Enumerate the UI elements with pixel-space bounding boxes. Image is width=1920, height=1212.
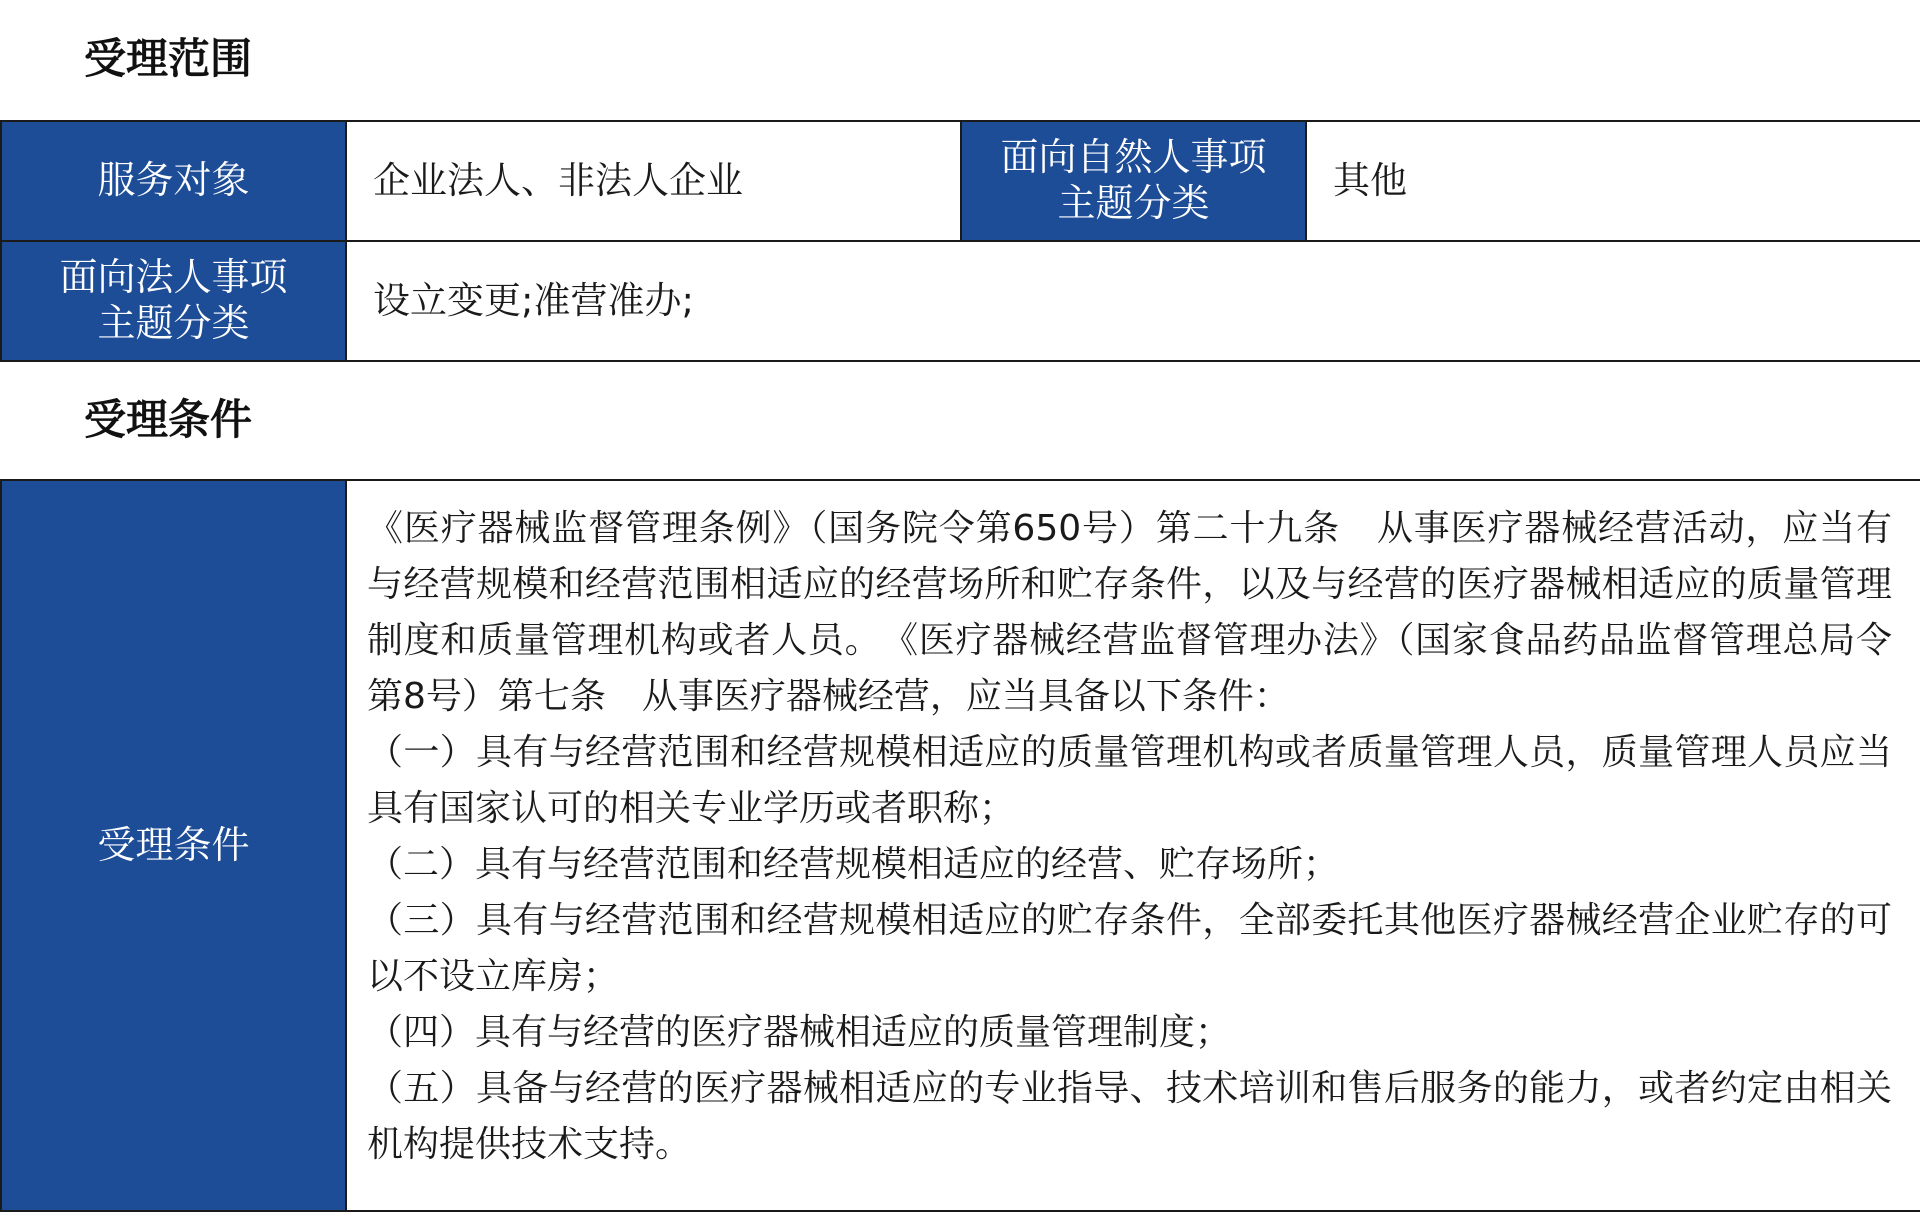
conditions-paragraph: （二）具有与经营范围和经营规模相适应的经营、贮存场所； bbox=[367, 844, 1340, 885]
conditions-paragraph: 《医疗器械监督管理条例》（国务院令第650号）第二十九条 从事医疗器械经营活动，应当有与经营规模和经营范围相适应的经营场所和贮存条件，以及与经营的医疗器械相适应的质量管理制度和质量管理机构或者人员。 《医疗器械经营监督管理办法》（国家食品药品监督管理总局令第8号）第七条 从事医疗器械经营，应当具备以下条件： bbox=[367, 508, 1892, 717]
table-row bbox=[1, 241, 1920, 361]
conditions-paragraph: （五）具备与经营的医疗器械相适应的专业指导、技术培训和售后服务的能力，或者约定由相关机构提供技术支持。 bbox=[367, 1068, 1892, 1165]
natural-person-topic-label bbox=[961, 121, 1306, 241]
section-title-scope: 受理范围 bbox=[84, 34, 253, 83]
legal-person-topic-label bbox=[1, 241, 346, 361]
conditions-table bbox=[0, 479, 1920, 1212]
service-target-value: 企业法人、非法人企业 bbox=[346, 121, 961, 241]
natural-person-label-line1: 面向自然人事项 bbox=[1000, 135, 1267, 180]
scope-table bbox=[0, 120, 1920, 362]
natural-person-label-line2: 主题分类 bbox=[1057, 181, 1210, 225]
legal-person-label-line1: 面向法人事项 bbox=[59, 255, 288, 300]
conditions-paragraph: （四）具有与经营的医疗器械相适应的质量管理制度； bbox=[367, 1012, 1232, 1053]
natural-person-topic-value: 其他 bbox=[1306, 121, 1920, 241]
conditions-paragraph: （三）具有与经营范围和经营规模相适应的贮存条件，全部委托其他医疗器械经营企业贮存的可以不设立库房； bbox=[367, 900, 1892, 997]
service-target-label: 服务对象 bbox=[1, 121, 346, 241]
legal-person-topic-value: 设立变更;准营准办; bbox=[346, 241, 1920, 361]
legal-person-label-line2: 主题分类 bbox=[97, 301, 250, 345]
conditions-text bbox=[346, 480, 1920, 1211]
conditions-label: 受理条件 bbox=[1, 480, 346, 1211]
conditions-paragraph: （一）具有与经营范围和经营规模相适应的质量管理机构或者质量管理人员，质量管理人员应当具有国家认可的相关专业学历或者职称； bbox=[367, 732, 1892, 829]
table-row bbox=[1, 480, 1920, 1211]
table-row bbox=[1, 121, 1920, 241]
section-title-conditions: 受理条件 bbox=[84, 395, 253, 444]
